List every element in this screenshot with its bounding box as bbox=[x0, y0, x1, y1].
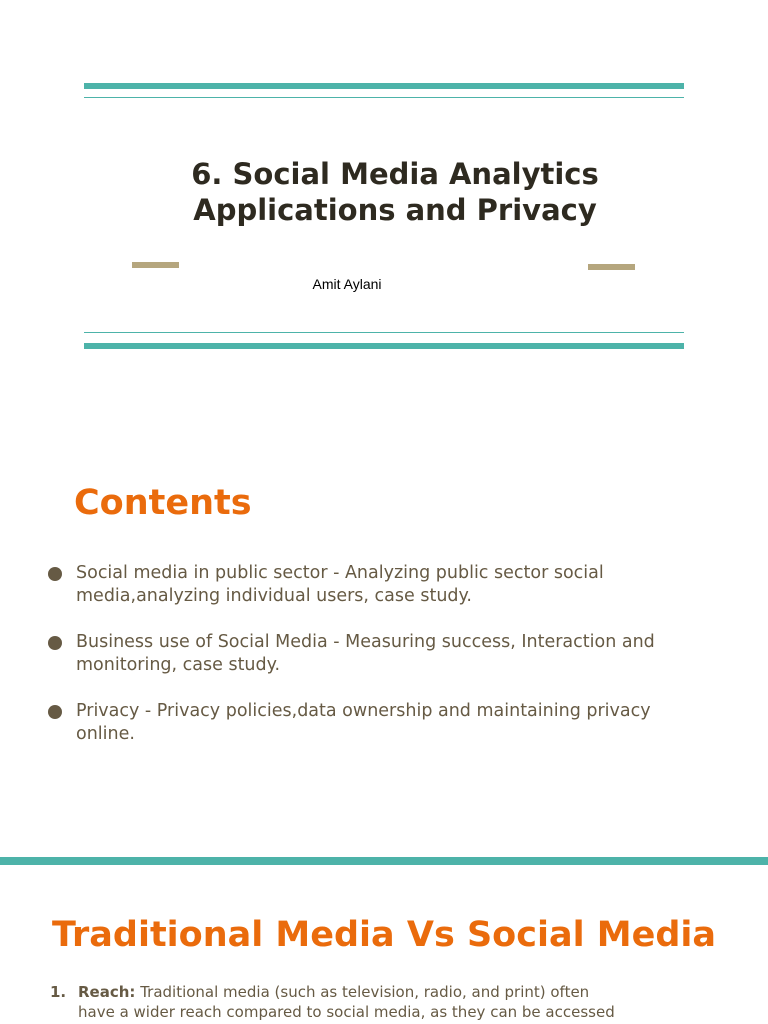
bullet-dot-icon bbox=[48, 636, 62, 650]
right-accent-dash bbox=[588, 264, 635, 270]
presentation-title bbox=[84, 156, 706, 228]
contents-heading: Contents bbox=[74, 483, 252, 523]
contents-item-text: Business use of Social Media - Measuring success, Interaction and monitoring, case study. bbox=[76, 632, 655, 675]
comparison-heading: Traditional Media Vs Social Media bbox=[51, 915, 716, 955]
contents-slide bbox=[0, 430, 768, 857]
contents-item bbox=[0, 631, 768, 677]
bullet-dot-icon bbox=[48, 705, 62, 719]
title-line-1: 6. Social Media Analytics bbox=[191, 157, 599, 191]
item-description: Traditional media (such as television, radio, and print) often have a wider reach compared to social media, as they can be accessed bbox=[78, 983, 615, 1021]
item-number: 1. bbox=[50, 983, 67, 1001]
author-name: Amit Aylani bbox=[312, 276, 382, 292]
contents-item-text: Privacy - Privacy policies,data ownership and maintaining privacy online. bbox=[76, 701, 651, 744]
contents-item-text: Social media in public sector - Analyzing public sector social media,analyzing individual users, case study. bbox=[76, 563, 604, 606]
title-line-2: Applications and Privacy bbox=[193, 193, 597, 227]
slide-divider-bar bbox=[0, 857, 768, 865]
title-slide bbox=[0, 0, 768, 430]
bottom-thin-rule bbox=[84, 332, 684, 333]
comparison-list bbox=[0, 982, 768, 1022]
contents-item bbox=[0, 562, 768, 608]
item-term: Reach: bbox=[78, 983, 136, 1001]
bottom-thick-rule bbox=[84, 343, 684, 349]
left-accent-dash bbox=[132, 262, 179, 268]
comparison-slide bbox=[0, 865, 768, 1024]
bullet-dot-icon bbox=[48, 567, 62, 581]
top-thin-rule bbox=[84, 97, 684, 98]
contents-list bbox=[0, 562, 768, 769]
comparison-item bbox=[0, 982, 768, 1022]
contents-item bbox=[0, 700, 768, 746]
top-thick-rule bbox=[84, 83, 684, 89]
